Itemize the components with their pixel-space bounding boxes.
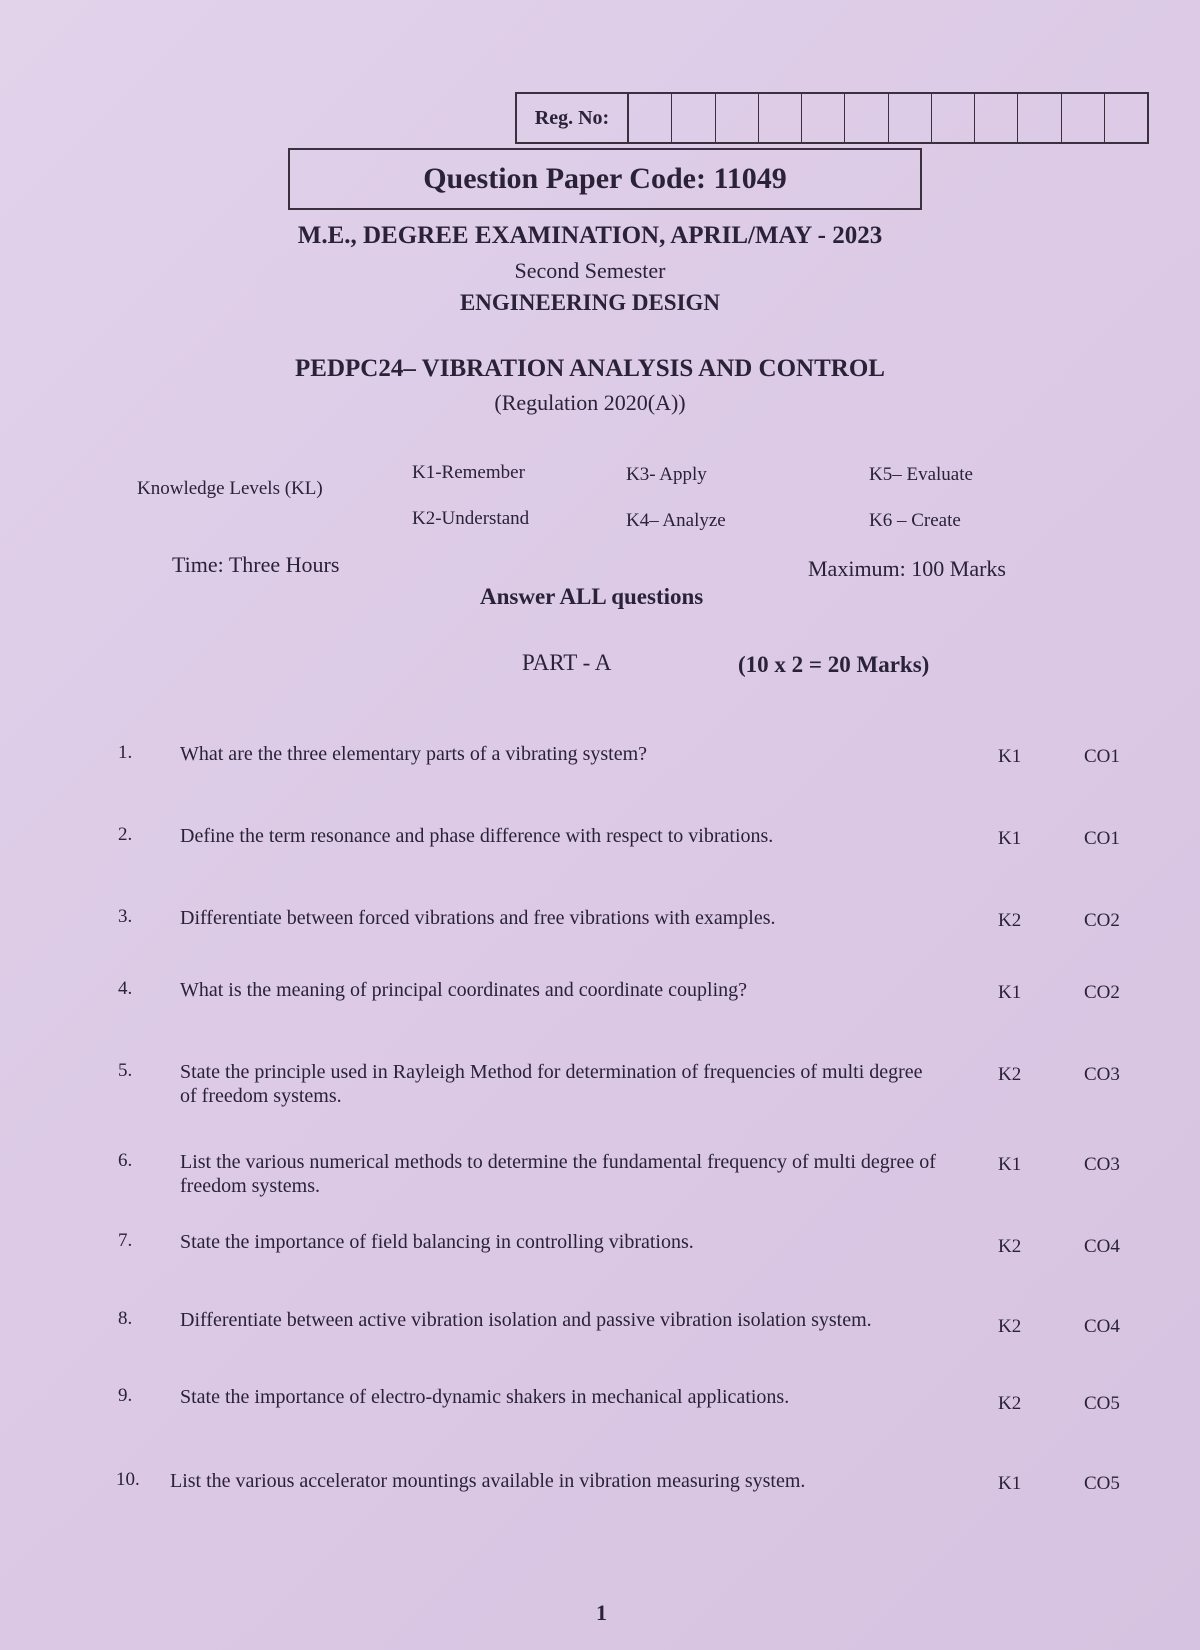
question-text: Differentiate between active vibration isolation and passive vibration isolation system. [180, 1309, 872, 1331]
reg-no-cell [629, 94, 672, 142]
question-number: 1. [118, 742, 133, 763]
question-knowledge-level: K1 [998, 746, 1022, 767]
knowledge-level: K4– Analyze [626, 510, 726, 531]
question-text: List the various accelerator mountings available in vibration measuring system. [170, 1470, 806, 1492]
question-knowledge-level: K1 [998, 1473, 1022, 1494]
question-text: Differentiate between forced vibrations and free vibrations with examples. [180, 907, 776, 929]
question-text: State the importance of electro-dynamic shakers in mechanical applications. [180, 1386, 790, 1408]
instruction: Answer ALL questions [480, 584, 704, 609]
knowledge-level: K3- Apply [626, 464, 707, 485]
reg-no-cell [1105, 94, 1147, 142]
reg-no-cell [1018, 94, 1061, 142]
question-knowledge-level: K2 [998, 1316, 1022, 1337]
question-number: 10. [116, 1469, 140, 1490]
question-knowledge-level: K1 [998, 828, 1022, 849]
maximum-marks: Maximum: 100 Marks [808, 556, 1006, 581]
question-knowledge-level: K2 [998, 910, 1022, 931]
question-knowledge-level: K2 [998, 1393, 1022, 1414]
question-knowledge-level: K2 [998, 1236, 1022, 1257]
question-text: What is the meaning of principal coordinates and coordinate coupling? [180, 979, 748, 1001]
semester: Second Semester [514, 258, 666, 283]
question-course-outcome: CO2 [1084, 910, 1120, 931]
reg-no-label: Reg. No: [517, 94, 629, 142]
reg-no-cell [889, 94, 932, 142]
question-number: 8. [118, 1308, 133, 1329]
part-marks: (10 x 2 = 20 Marks) [738, 652, 930, 677]
reg-no-cell [759, 94, 802, 142]
knowledge-level: K6 – Create [869, 510, 961, 531]
question-knowledge-level: K1 [998, 982, 1022, 1003]
knowledge-levels-title: Knowledge Levels (KL) [137, 478, 323, 499]
department: ENGINEERING DESIGN [459, 290, 721, 315]
question-course-outcome: CO5 [1084, 1473, 1120, 1494]
reg-no-cell [802, 94, 845, 142]
question-text: List the various numerical methods to determine the fundamental frequency of multi degree of freedom systems. [180, 1151, 936, 1197]
question-course-outcome: CO3 [1084, 1064, 1120, 1085]
question-course-outcome: CO4 [1084, 1236, 1120, 1257]
question-number: 7. [118, 1230, 133, 1251]
question-knowledge-level: K2 [998, 1064, 1022, 1085]
exam-title: M.E., DEGREE EXAMINATION, APRIL/MAY - 2023 [297, 222, 883, 249]
reg-no-cell [975, 94, 1018, 142]
question-number: 5. [118, 1060, 133, 1081]
question-number: 4. [118, 978, 133, 999]
knowledge-level: K2-Understand [412, 508, 530, 529]
question-text: State the importance of field balancing in controlling vibrations. [180, 1231, 694, 1253]
reg-no-cell [845, 94, 888, 142]
reg-no-cell [672, 94, 715, 142]
question-knowledge-level: K1 [998, 1154, 1022, 1175]
regulation: (Regulation 2020(A)) [494, 390, 686, 415]
question-paper-code: Question Paper Code: 11049 [288, 148, 922, 210]
part-heading: PART - A [522, 650, 612, 675]
question-number: 6. [118, 1150, 133, 1171]
question-course-outcome: CO5 [1084, 1393, 1120, 1414]
knowledge-level: K5– Evaluate [869, 464, 973, 485]
reg-no-cell [932, 94, 975, 142]
course-title: PEDPC24– VIBRATION ANALYSIS AND CONTROL [295, 355, 885, 382]
question-number: 3. [118, 906, 133, 927]
question-course-outcome: CO3 [1084, 1154, 1120, 1175]
knowledge-level: K1-Remember [412, 462, 525, 483]
question-text: State the principle used in Rayleigh Method for determination of frequencies of multi degree of freedom systems. [180, 1061, 923, 1107]
question-number: 9. [118, 1385, 133, 1406]
time-allowed: Time: Three Hours [172, 552, 340, 577]
question-text: Define the term resonance and phase difference with respect to vibrations. [180, 825, 774, 847]
question-course-outcome: CO2 [1084, 982, 1120, 1003]
reg-no-box [515, 92, 1149, 144]
question-course-outcome: CO1 [1084, 746, 1120, 767]
question-course-outcome: CO1 [1084, 828, 1120, 849]
page-number: 1 [596, 1600, 607, 1625]
question-course-outcome: CO4 [1084, 1316, 1120, 1337]
reg-no-cell [716, 94, 759, 142]
reg-no-cell [1062, 94, 1105, 142]
question-number: 2. [118, 824, 133, 845]
question-text: What are the three elementary parts of a vibrating system? [180, 743, 648, 765]
